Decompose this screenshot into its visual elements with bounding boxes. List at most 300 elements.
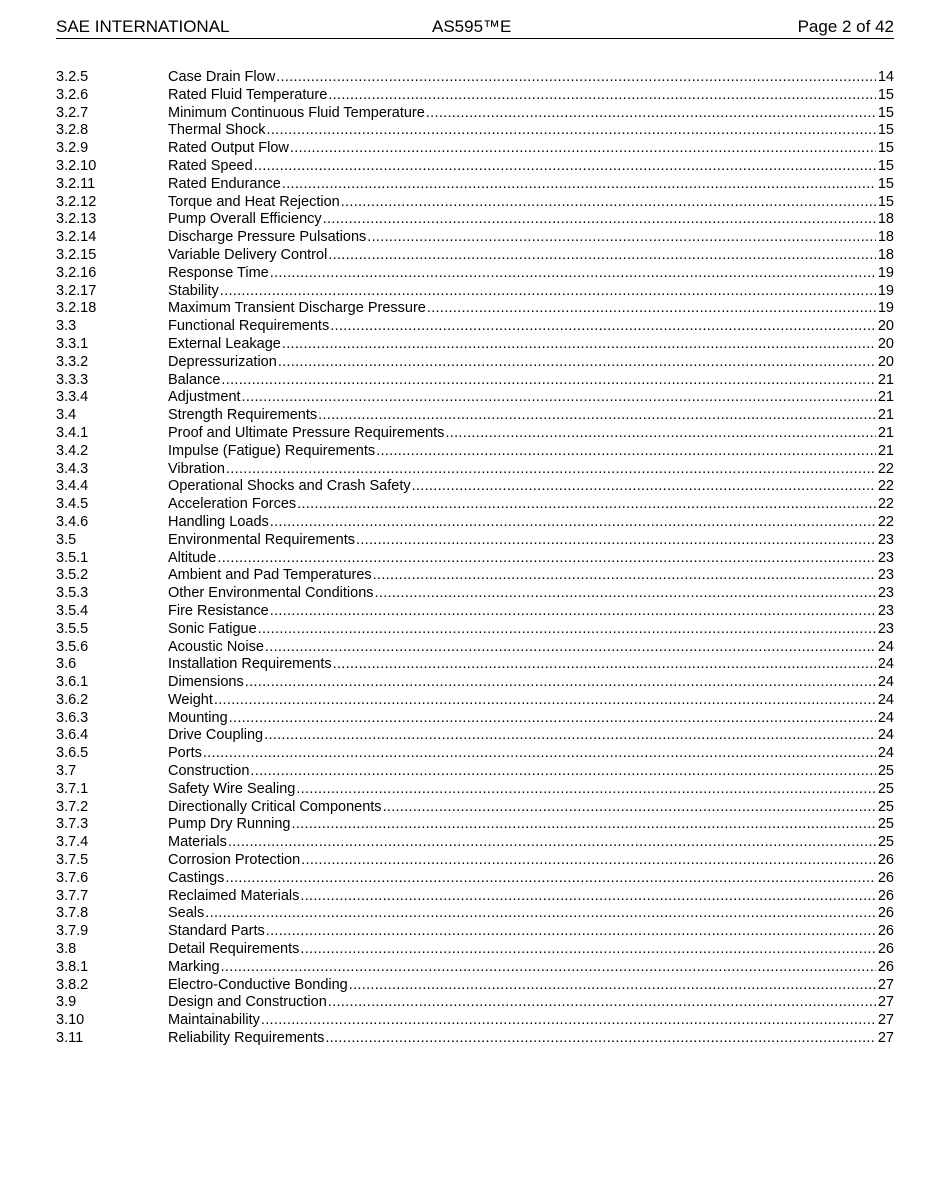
toc-entry-link[interactable]: [168, 318, 894, 336]
toc-section-title: Stability: [168, 282, 219, 299]
toc-section-number: 3.6.2: [56, 691, 89, 708]
toc-page-number: 27: [877, 976, 894, 993]
toc-dot-leader: [203, 745, 876, 763]
toc-section-title: Seals: [168, 905, 205, 922]
toc-entry-link[interactable]: [168, 105, 894, 123]
toc-entry-link[interactable]: [168, 639, 894, 657]
toc-entry-link[interactable]: [168, 372, 894, 390]
toc-section-number: 3.4.6: [56, 513, 89, 530]
toc-dot-leader: [205, 905, 876, 923]
toc-section-number: 3.6.4: [56, 727, 89, 744]
toc-section-title: Minimum Continuous Fluid Temperature: [168, 104, 425, 121]
toc-dot-leader: [323, 211, 876, 229]
toc-entry-link[interactable]: [168, 550, 894, 568]
toc-section-number: 3.7: [56, 763, 77, 780]
toc-section-number: 3.2.5: [56, 69, 89, 85]
toc-section-title: Strength Requirements: [168, 407, 318, 424]
toc-dot-leader: [318, 407, 876, 425]
toc-section-number: 3.8.1: [56, 958, 89, 975]
toc-row: [56, 567, 894, 585]
toc-dot-leader: [221, 372, 875, 390]
toc-page-number: 20: [877, 335, 894, 352]
toc-row: [56, 105, 894, 123]
toc-section-number: 3.5.2: [56, 567, 89, 584]
toc-section-number: 3.2.9: [56, 140, 89, 157]
toc-section-number: 3.2.8: [56, 122, 89, 139]
toc-page-number: 24: [877, 709, 894, 726]
toc-page-number: 25: [877, 798, 894, 815]
toc-section-title: Ambient and Pad Temperatures: [168, 567, 372, 584]
document-id: AS595™E: [432, 17, 512, 36]
toc-section-title: Rated Speed: [168, 157, 253, 174]
toc-dot-leader: [220, 283, 876, 301]
toc-page-number: 19: [877, 282, 894, 299]
toc-entry-link[interactable]: [168, 425, 894, 443]
toc-entry-link[interactable]: [168, 407, 894, 425]
toc-section-title: Materials: [168, 834, 227, 851]
toc-dot-leader: [297, 496, 876, 514]
toc-page-number: 25: [877, 780, 894, 797]
toc-entry-link[interactable]: [168, 1012, 894, 1030]
toc-row: [56, 816, 894, 834]
toc-row: [56, 834, 894, 852]
toc-dot-leader: [290, 140, 876, 158]
toc-section-title: Maintainability: [168, 1012, 260, 1029]
toc-dot-leader: [258, 621, 876, 639]
toc-row: [56, 763, 894, 781]
toc-page-number: 20: [877, 353, 894, 370]
toc-row: [56, 585, 894, 603]
toc-entry-link[interactable]: [168, 336, 894, 354]
toc-entry-link[interactable]: [168, 745, 894, 763]
toc-row: [56, 87, 894, 105]
toc-row: [56, 692, 894, 710]
toc-dot-leader: [328, 87, 876, 105]
toc-page-number: 22: [877, 496, 894, 513]
toc-page-number: 24: [877, 745, 894, 762]
toc-row: [56, 727, 894, 745]
toc-row: [56, 176, 894, 194]
toc-page-number: 15: [877, 104, 894, 121]
toc-entry-link[interactable]: [168, 567, 894, 585]
toc-section-number: 3.5: [56, 531, 77, 548]
toc-row: [56, 870, 894, 888]
toc-row: [56, 781, 894, 799]
toc-entry-link[interactable]: [168, 229, 894, 247]
toc-row: [56, 336, 894, 354]
toc-section-title: Installation Requirements: [168, 656, 332, 673]
toc-entry-link[interactable]: [168, 496, 894, 514]
toc-row: [56, 425, 894, 443]
toc-dot-leader: [445, 425, 875, 443]
toc-dot-leader: [217, 550, 875, 568]
toc-page-number: 15: [877, 122, 894, 139]
toc-section-number: 3.5.4: [56, 602, 89, 619]
toc-row: [56, 674, 894, 692]
toc-dot-leader: [296, 781, 876, 799]
toc-row: [56, 656, 894, 674]
toc-section-title: Handling Loads: [168, 513, 269, 530]
toc-section-title: Fire Resistance: [168, 602, 269, 619]
toc-page-number: 25: [877, 763, 894, 780]
toc-entry-link[interactable]: [168, 816, 894, 834]
toc-dot-leader: [328, 994, 876, 1012]
toc-dot-leader: [226, 461, 876, 479]
toc-dot-leader: [292, 816, 876, 834]
toc-row: [56, 265, 894, 283]
toc-row: [56, 710, 894, 728]
toc-page-number: 24: [877, 691, 894, 708]
toc-section-number: 3.2.10: [56, 157, 97, 174]
toc-dot-leader: [373, 567, 876, 585]
toc-dot-leader: [221, 959, 876, 977]
toc-dot-leader: [225, 870, 875, 888]
toc-dot-leader: [349, 977, 876, 995]
toc-section-title: Dimensions: [168, 674, 244, 691]
toc-row: [56, 443, 894, 461]
toc-section-title: Corrosion Protection: [168, 852, 301, 869]
toc-row: [56, 621, 894, 639]
toc-page-number: 19: [877, 264, 894, 281]
toc-entry-link[interactable]: [168, 443, 894, 461]
toc-section-title: Safety Wire Sealing: [168, 780, 296, 797]
toc-dot-leader: [242, 389, 876, 407]
toc-page-number: 23: [877, 549, 894, 566]
toc-dot-leader: [301, 852, 876, 870]
toc-page-number: 24: [877, 727, 894, 744]
toc-section-number: 3.7.9: [56, 923, 89, 940]
toc-page-number: 26: [877, 958, 894, 975]
toc-section-number: 3.2.7: [56, 104, 89, 121]
toc-dot-leader: [328, 247, 876, 265]
toc-section-title: Detail Requirements: [168, 941, 300, 958]
toc-section-title: Rated Output Flow: [168, 140, 289, 157]
toc-entry-link[interactable]: [168, 888, 894, 906]
toc-entry-link[interactable]: [168, 87, 894, 105]
toc-section-number: 3.5.6: [56, 638, 89, 655]
toc-section-number: 3.7.3: [56, 816, 89, 833]
page-header: [56, 16, 894, 39]
toc-entry-link[interactable]: [168, 692, 894, 710]
organization-name: SAE INTERNATIONAL: [56, 17, 230, 36]
toc-entry-link[interactable]: [168, 870, 894, 888]
toc-entry-link[interactable]: [168, 834, 894, 852]
toc-page-number: 23: [877, 531, 894, 548]
toc-row: [56, 923, 894, 941]
toc-dot-leader: [270, 514, 876, 532]
toc-section-title: Reclaimed Materials: [168, 887, 300, 904]
toc-section-number: 3.7.6: [56, 869, 89, 886]
toc-row: [56, 888, 894, 906]
toc-section-title: Proof and Ultimate Pressure Requirements: [168, 424, 445, 441]
toc-entry-link[interactable]: [168, 158, 894, 176]
toc-row: [56, 140, 894, 158]
toc-entry-link[interactable]: [168, 176, 894, 194]
toc-dot-leader: [426, 105, 876, 123]
toc-dot-leader: [333, 656, 876, 674]
toc-section-number: 3.7.1: [56, 780, 89, 797]
toc-section-title: Castings: [168, 869, 225, 886]
toc-entry-link[interactable]: [168, 959, 894, 977]
toc-row: [56, 229, 894, 247]
toc-row: [56, 514, 894, 532]
toc-section-title: Design and Construction: [168, 994, 327, 1011]
toc-entry-link[interactable]: [168, 656, 894, 674]
toc-dot-leader: [300, 941, 875, 959]
toc-entry-link[interactable]: [168, 1030, 894, 1048]
toc-page-number: 22: [877, 513, 894, 530]
toc-page-number: 26: [877, 887, 894, 904]
toc-entry-link[interactable]: [168, 621, 894, 639]
toc-dot-leader: [270, 265, 876, 283]
toc-row: [56, 532, 894, 550]
toc-entry-link[interactable]: [168, 300, 894, 318]
toc-section-number: 3.7.2: [56, 798, 89, 815]
toc-entry-link[interactable]: [168, 763, 894, 781]
toc-section-title: Construction: [168, 763, 250, 780]
toc-section-number: 3.2.13: [56, 211, 97, 228]
toc-row: [56, 941, 894, 959]
toc-entry-link[interactable]: [168, 354, 894, 372]
toc-dot-leader: [265, 639, 876, 657]
toc-dot-leader: [261, 1012, 876, 1030]
toc-section-number: 3.2.12: [56, 193, 97, 210]
toc-row: [56, 247, 894, 265]
toc-row: [56, 994, 894, 1012]
toc-page-number: 24: [877, 638, 894, 655]
toc-section-title: Discharge Pressure Pulsations: [168, 229, 367, 246]
toc-section-number: 3.6: [56, 656, 77, 673]
toc-page-number: 21: [877, 424, 894, 441]
toc-dot-leader: [356, 532, 876, 550]
toc-dot-leader: [341, 194, 876, 212]
toc-section-title: Depressurization: [168, 353, 277, 370]
toc-section-title: Response Time: [168, 264, 269, 281]
toc-section-title: Altitude: [168, 549, 217, 566]
toc-entry-link[interactable]: [168, 727, 894, 745]
toc-entry-link[interactable]: [168, 994, 894, 1012]
toc-section-title: Operational Shocks and Crash Safety: [168, 478, 411, 495]
toc-section-title: Marking: [168, 958, 220, 975]
toc-row: [56, 372, 894, 390]
toc-section-number: 3.3.2: [56, 353, 89, 370]
toc-page-number: 26: [877, 869, 894, 886]
toc-dot-leader: [250, 763, 875, 781]
toc-section-number: 3.5.5: [56, 620, 89, 637]
toc-page-number: 26: [877, 923, 894, 940]
toc-page-number: 21: [877, 371, 894, 388]
toc-section-number: 3.4.2: [56, 442, 89, 459]
toc-page-number: 15: [877, 157, 894, 174]
toc-entry-link[interactable]: [168, 283, 894, 301]
toc-section-title: Drive Coupling: [168, 727, 264, 744]
page-number: Page 2 of 42: [797, 17, 894, 36]
toc-row: [56, 461, 894, 479]
toc-dot-leader: [330, 318, 876, 336]
toc-section-number: 3.3.3: [56, 371, 89, 388]
toc-dot-leader: [276, 69, 876, 87]
toc-entry-link[interactable]: [168, 852, 894, 870]
toc-row: [56, 389, 894, 407]
toc-row: [56, 211, 894, 229]
toc-page-number: 15: [877, 86, 894, 103]
toc-row: [56, 407, 894, 425]
toc-entry-link[interactable]: [168, 514, 894, 532]
toc-dot-leader: [270, 603, 876, 621]
toc-section-title: Maximum Transient Discharge Pressure: [168, 300, 426, 317]
toc-entry-link[interactable]: [168, 478, 894, 496]
toc-entry-link[interactable]: [168, 603, 894, 621]
toc-row: [56, 1030, 894, 1048]
toc-row: [56, 603, 894, 621]
toc-section-title: Functional Requirements: [168, 318, 330, 335]
toc-dot-leader: [367, 229, 876, 247]
toc-page-number: 23: [877, 567, 894, 584]
toc-section-number: 3.7.4: [56, 834, 89, 851]
toc-row: [56, 69, 894, 87]
toc-section-number: 3.2.14: [56, 229, 97, 246]
toc-dot-leader: [412, 478, 876, 496]
toc-section-number: 3.5.1: [56, 549, 89, 566]
toc-section-number: 3.6.3: [56, 709, 89, 726]
toc-section-number: 3.10: [56, 1012, 85, 1029]
toc-entry-link[interactable]: [168, 461, 894, 479]
toc-dot-leader: [325, 1030, 876, 1048]
toc-page-number: 22: [877, 478, 894, 495]
toc-dot-leader: [214, 692, 876, 710]
toc-entry-link[interactable]: [168, 977, 894, 995]
toc-section-title: Balance: [168, 371, 221, 388]
toc-dot-leader: [245, 674, 876, 692]
toc-page-number: 26: [877, 941, 894, 958]
toc-row: [56, 905, 894, 923]
toc-section-number: 3.7.7: [56, 887, 89, 904]
toc-section-number: 3.2.6: [56, 86, 89, 103]
toc-section-number: 3.5.3: [56, 585, 89, 602]
toc-section-title: Vibration: [168, 460, 225, 477]
toc-entry-link[interactable]: [168, 941, 894, 959]
toc-entry-link[interactable]: [168, 211, 894, 229]
toc-section-title: Impulse (Fatigue) Requirements: [168, 442, 376, 459]
toc-page-number: 18: [877, 211, 894, 228]
toc-section-title: Rated Endurance: [168, 175, 281, 192]
toc-section-number: 3.11: [56, 1030, 84, 1047]
toc-row: [56, 550, 894, 568]
toc-row: [56, 122, 894, 140]
toc-section-title: Pump Overall Efficiency: [168, 211, 322, 228]
toc-section-number: 3.8.2: [56, 976, 89, 993]
toc-dot-leader: [282, 176, 876, 194]
toc-row: [56, 1012, 894, 1030]
toc-section-title: Reliability Requirements: [168, 1030, 325, 1047]
toc-section-title: Acceleration Forces: [168, 496, 297, 513]
toc-section-number: 3.7.5: [56, 852, 89, 869]
toc-section-title: Weight: [168, 691, 213, 708]
toc-entry-link[interactable]: [168, 389, 894, 407]
toc-entry-link[interactable]: [168, 265, 894, 283]
toc-section-number: 3.4.3: [56, 460, 89, 477]
toc-page-number: 15: [877, 193, 894, 210]
toc-page-number: 14: [877, 69, 894, 85]
toc-entry-link[interactable]: [168, 140, 894, 158]
toc-page-number: 15: [877, 175, 894, 192]
toc-entry-link[interactable]: [168, 69, 894, 87]
toc-page-number: 26: [877, 852, 894, 869]
toc-section-number: 3.4: [56, 407, 77, 424]
toc-dot-leader: [375, 585, 876, 603]
toc-section-title: Thermal Shock: [168, 122, 266, 139]
toc-page-number: 27: [877, 1012, 894, 1029]
toc-section-number: 3.2.16: [56, 264, 97, 281]
toc-section-title: Rated Fluid Temperature: [168, 86, 328, 103]
toc-entry-link[interactable]: [168, 923, 894, 941]
toc-dot-leader: [376, 443, 876, 461]
toc-dot-leader: [267, 122, 876, 140]
toc-dot-leader: [427, 300, 876, 318]
toc-page-number: 25: [877, 816, 894, 833]
toc-page-number: 27: [877, 1030, 894, 1047]
toc-section-title: Pump Dry Running: [168, 816, 291, 833]
toc-dot-leader: [282, 336, 876, 354]
toc-entry-link[interactable]: [168, 247, 894, 265]
toc-row: [56, 959, 894, 977]
toc-section-number: 3.4.4: [56, 478, 89, 495]
toc-entry-link[interactable]: [168, 585, 894, 603]
toc-section-title: Standard Parts: [168, 923, 265, 940]
toc-entry-link[interactable]: [168, 674, 894, 692]
toc-section-title: Mounting: [168, 709, 228, 726]
toc-row: [56, 354, 894, 372]
toc-page-number: 21: [877, 389, 894, 406]
toc-row: [56, 496, 894, 514]
toc-page-number: 23: [877, 602, 894, 619]
toc-section-title: Directionally Critical Components: [168, 798, 382, 815]
toc-dot-leader: [229, 710, 876, 728]
toc-entry-link[interactable]: [168, 532, 894, 550]
toc-page-number: 25: [877, 834, 894, 851]
toc-section-title: Torque and Heat Rejection: [168, 193, 340, 210]
toc-page-number: 24: [877, 674, 894, 691]
toc-section-title: Environmental Requirements: [168, 531, 355, 548]
toc-entry-link[interactable]: [168, 781, 894, 799]
toc-entry-link[interactable]: [168, 905, 894, 923]
toc-dot-leader: [278, 354, 876, 372]
toc-dot-leader: [264, 727, 876, 745]
toc-section-title: External Leakage: [168, 335, 281, 352]
toc-row: [56, 478, 894, 496]
toc-entry-link[interactable]: [168, 710, 894, 728]
toc-section-title: Adjustment: [168, 389, 241, 406]
toc-row: [56, 300, 894, 318]
toc-page-number: 15: [877, 140, 894, 157]
toc-section-number: 3.2.11: [56, 175, 96, 192]
toc-row: [56, 283, 894, 301]
toc-section-number: 3.3.4: [56, 389, 89, 406]
toc-section-title: Electro-Conductive Bonding: [168, 976, 348, 993]
toc-entry-link[interactable]: [168, 122, 894, 140]
toc-entry-link[interactable]: [168, 194, 894, 212]
toc-page-number: 21: [877, 442, 894, 459]
toc-entry-link[interactable]: [168, 799, 894, 817]
toc-dot-leader: [254, 158, 876, 176]
toc-section-number: 3.2.17: [56, 282, 97, 299]
toc-page-number: 23: [877, 585, 894, 602]
toc-page-number: 18: [877, 229, 894, 246]
toc-page-number: 24: [877, 656, 894, 673]
toc-page-number: 18: [877, 246, 894, 263]
toc-row: [56, 194, 894, 212]
toc-row: [56, 852, 894, 870]
